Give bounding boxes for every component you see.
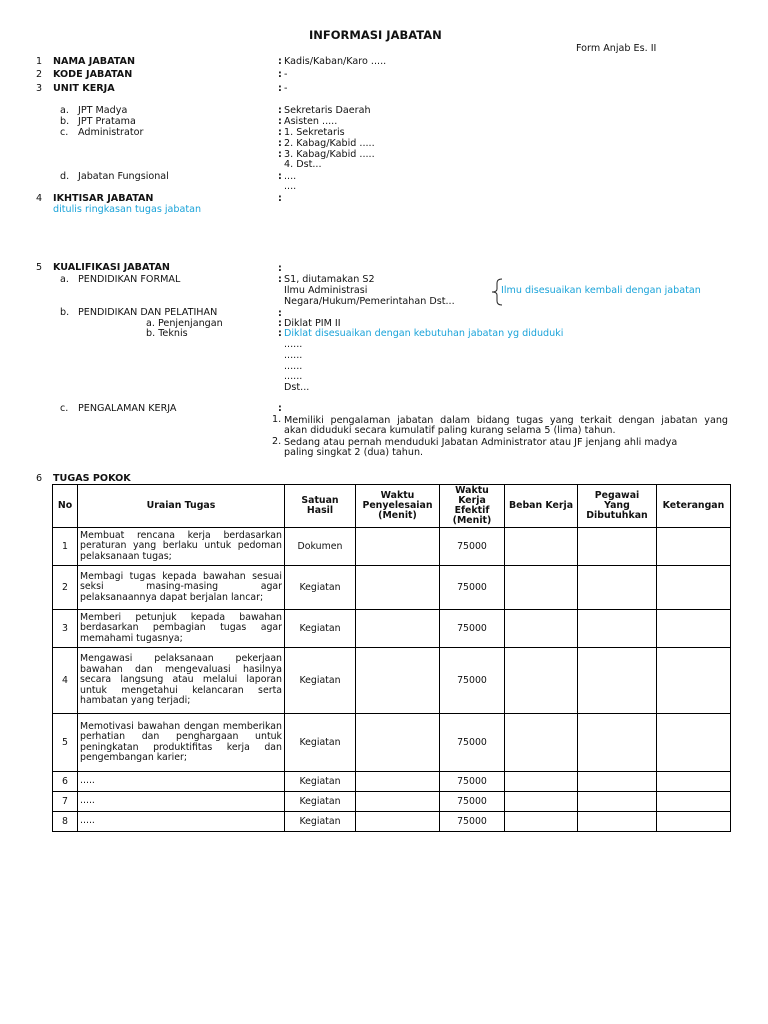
colon: : — [278, 127, 282, 138]
section-3-number: 3 — [36, 83, 43, 94]
jabatan-fungsional-label: Jabatan Fungsional — [78, 171, 169, 182]
row-satuan: Kegiatan — [285, 812, 356, 832]
row-beban-kerja — [505, 812, 578, 832]
row-uraian: ..... — [78, 792, 285, 812]
row-beban-kerja — [505, 792, 578, 812]
item-letter: d. — [60, 171, 70, 182]
row-waktu-efektif: 75000 — [440, 610, 505, 648]
header-waktu-kerja-efektif: Waktu Kerja Efektif (Menit) — [440, 485, 505, 528]
colon: : — [278, 105, 282, 116]
item-letter: c. — [60, 127, 69, 138]
administrator-value: 3. Kabag/Kabid ..... — [284, 149, 375, 160]
row-beban-kerja — [505, 648, 578, 714]
tugas-pokok-table — [52, 484, 731, 832]
list-number: 1. — [272, 414, 282, 425]
item-letter: b. — [60, 307, 70, 318]
row-no: 5 — [53, 714, 78, 772]
jabatan-fungsional-value: .... — [284, 171, 297, 182]
list-number: 2. — [272, 436, 282, 447]
row-no: 4 — [53, 648, 78, 714]
row-no: 1 — [53, 528, 78, 566]
colon: : — [278, 149, 282, 160]
pendidikan-formal-value: Negara/Hukum/Pemerintahan Dst... — [284, 296, 455, 307]
row-uraian: ..... — [78, 772, 285, 792]
item-letter: c. — [60, 403, 69, 414]
header-keterangan: Keterangan — [657, 485, 731, 528]
section-6-label: TUGAS POKOK — [53, 473, 131, 484]
form-code: Form Anjab Es. II — [576, 43, 657, 54]
table-row — [53, 610, 731, 648]
teknis-label: b. Teknis — [146, 328, 188, 339]
diklat-label: PENDIDIKAN DAN PELATIHAN — [78, 307, 218, 318]
row-no: 7 — [53, 792, 78, 812]
row-no: 8 — [53, 812, 78, 832]
row-keterangan — [657, 792, 731, 812]
row-satuan: Kegiatan — [285, 772, 356, 792]
row-keterangan — [657, 648, 731, 714]
pengalaman-line: Memiliki pengalaman jabatan dalam bidang tugas yang terkait dengan jabatan yang — [284, 415, 728, 426]
row-pegawai — [578, 648, 657, 714]
header-beban-kerja: Beban Kerja — [505, 485, 578, 528]
section-4-number: 4 — [36, 193, 43, 204]
colon: : — [278, 328, 282, 339]
row-uraian: Membagi tugas kepada bawahan sesuai seksi masing-masing agar pelaksanaannya dapat berjalan lancar; — [78, 566, 285, 610]
colon: : — [278, 116, 282, 127]
row-uraian: Memotivasi bawahan dengan memberikan perhatian dan penghargaan untuk peningkatan produktifitas kerja dan pengembangan karier; — [78, 714, 285, 772]
row-satuan: Kegiatan — [285, 610, 356, 648]
row-uraian: Memberi petunjuk kepada bawahan berdasarkan pembagian tugas agar memahami tugasnya; — [78, 610, 285, 648]
jabatan-fungsional-value: .... — [284, 181, 297, 192]
ikhtisar-note: ditulis ringkasan tugas jabatan — [53, 204, 202, 215]
colon: : — [278, 171, 282, 182]
penjenjangan-label: a. Penjenjangan — [146, 318, 223, 329]
colon: : — [278, 193, 282, 204]
row-waktu-penyelesaian — [356, 714, 440, 772]
jpt-madya-label: JPT Madya — [78, 105, 128, 116]
row-pegawai — [578, 528, 657, 566]
header-pegawai-dibutuhkan: Pegawai Yang Dibutuhkan — [578, 485, 657, 528]
teknis-note: Diklat disesuaikan dengan kebutuhan jabatan yg diduduki — [284, 328, 564, 339]
row-beban-kerja — [505, 610, 578, 648]
row-keterangan — [657, 566, 731, 610]
row-no: 3 — [53, 610, 78, 648]
section-5-label: KUALIFIKASI JABATAN — [53, 262, 170, 273]
section-5-number: 5 — [36, 262, 43, 273]
row-no: 6 — [53, 772, 78, 792]
row-beban-kerja — [505, 772, 578, 792]
teknis-value: ...... — [284, 339, 303, 350]
pengalaman-kerja-label: PENGALAMAN KERJA — [78, 403, 177, 414]
row-waktu-penyelesaian — [356, 772, 440, 792]
table-row — [53, 566, 731, 610]
row-beban-kerja — [505, 528, 578, 566]
row-keterangan — [657, 528, 731, 566]
table-row — [53, 528, 731, 566]
colon: : — [278, 274, 282, 285]
pendidikan-formal-value: Ilmu Administrasi — [284, 285, 368, 296]
row-waktu-efektif: 75000 — [440, 772, 505, 792]
table-row — [53, 792, 731, 812]
colon: : — [278, 138, 282, 149]
row-satuan: Kegiatan — [285, 714, 356, 772]
item-letter: a. — [60, 274, 69, 285]
row-keterangan — [657, 812, 731, 832]
header-no: No — [53, 485, 78, 528]
teknis-value: Dst... — [284, 382, 310, 393]
pendidikan-formal-note: Ilmu disesuaikan kembali dengan jabatan — [501, 285, 701, 296]
pengalaman-line: akan diduduki secara kumulatif paling kurang selama 5 (lima) tahun. — [284, 425, 616, 436]
pengalaman-line: Sedang atau pernah menduduki Jabatan Administrator atau JF jenjang ahli madya — [284, 437, 678, 448]
row-waktu-penyelesaian — [356, 610, 440, 648]
unit-kerja-value: - — [284, 83, 288, 94]
nama-jabatan-value: Kadis/Kaban/Karo ..... — [284, 56, 387, 67]
row-waktu-penyelesaian — [356, 566, 440, 610]
teknis-value: ...... — [284, 350, 303, 361]
row-waktu-efektif: 75000 — [440, 648, 505, 714]
row-keterangan — [657, 714, 731, 772]
row-pegawai — [578, 610, 657, 648]
colon: : — [278, 403, 282, 414]
colon: : — [278, 56, 282, 67]
item-letter: a. — [60, 105, 69, 116]
row-pegawai — [578, 792, 657, 812]
section-6-number: 6 — [36, 473, 43, 484]
row-no: 2 — [53, 566, 78, 610]
kode-jabatan-value: - — [284, 69, 288, 80]
document-title: INFORMASI JABATAN — [309, 28, 442, 42]
row-beban-kerja — [505, 566, 578, 610]
teknis-value: ...... — [284, 361, 303, 372]
row-pegawai — [578, 772, 657, 792]
pengalaman-line: paling singkat 2 (dua) tahun. — [284, 447, 424, 458]
row-waktu-efektif: 75000 — [440, 714, 505, 772]
jpt-pratama-label: JPT Pratama — [78, 116, 136, 127]
row-beban-kerja — [505, 714, 578, 772]
row-waktu-efektif: 75000 — [440, 792, 505, 812]
table-row — [53, 772, 731, 792]
colon: : — [278, 318, 282, 329]
administrator-value: 4. Dst... — [284, 159, 322, 170]
row-waktu-penyelesaian — [356, 528, 440, 566]
item-letter: b. — [60, 116, 70, 127]
row-waktu-efektif: 75000 — [440, 566, 505, 610]
row-waktu-penyelesaian — [356, 792, 440, 812]
header-satuan-hasil: Satuan Hasil — [285, 485, 356, 528]
row-satuan: Kegiatan — [285, 566, 356, 610]
jpt-pratama-value: Asisten ..... — [284, 116, 338, 127]
section-3-label: UNIT KERJA — [53, 83, 115, 94]
header-waktu-penyelesaian: Waktu Penyelesaian (Menit) — [356, 485, 440, 528]
header-uraian-tugas: Uraian Tugas — [78, 485, 285, 528]
row-waktu-efektif: 75000 — [440, 528, 505, 566]
pendidikan-formal-value: S1, diutamakan S2 — [284, 274, 375, 285]
row-waktu-penyelesaian — [356, 812, 440, 832]
colon: : — [278, 83, 282, 94]
table-row — [53, 714, 731, 772]
section-1-label: NAMA JABATAN — [53, 56, 136, 67]
row-pegawai — [578, 812, 657, 832]
row-satuan: Kegiatan — [285, 792, 356, 812]
row-pegawai — [578, 566, 657, 610]
section-2-label: KODE JABATAN — [53, 69, 133, 80]
row-satuan: Kegiatan — [285, 648, 356, 714]
administrator-label: Administrator — [78, 127, 144, 138]
row-keterangan — [657, 772, 731, 792]
table-header-row — [53, 485, 731, 528]
row-pegawai — [578, 714, 657, 772]
administrator-value: 1. Sekretaris — [284, 127, 345, 138]
administrator-value: 2. Kabag/Kabid ..... — [284, 138, 375, 149]
colon: : — [278, 263, 282, 274]
section-1-number: 1 — [36, 56, 43, 67]
section-4-label: IKHTISAR JABATAN — [53, 193, 154, 204]
pendidikan-formal-label: PENDIDIKAN FORMAL — [78, 274, 181, 285]
row-keterangan — [657, 610, 731, 648]
row-uraian: Membuat rencana kerja berdasarkan peraturan yang berlaku untuk pedoman pelaksanaan tugas; — [78, 528, 285, 566]
penjenjangan-value: Diklat PIM II — [284, 318, 341, 329]
jpt-madya-value: Sekretaris Daerah — [284, 105, 371, 116]
teknis-value: ...... — [284, 371, 303, 382]
colon: : — [278, 308, 282, 319]
row-uraian: ..... — [78, 812, 285, 832]
colon: : — [278, 69, 282, 80]
row-satuan: Dokumen — [285, 528, 356, 566]
table-row — [53, 648, 731, 714]
section-2-number: 2 — [36, 69, 43, 80]
row-uraian: Mengawasi pelaksanaan pekerjaan bawahan dan mengevaluasi hasilnya secara langsung atau melalui laporan untuk mengetahui kelancaran serta hambatan yang terjadi; — [78, 648, 285, 714]
row-waktu-penyelesaian — [356, 648, 440, 714]
row-waktu-efektif: 75000 — [440, 812, 505, 832]
table-row — [53, 812, 731, 832]
